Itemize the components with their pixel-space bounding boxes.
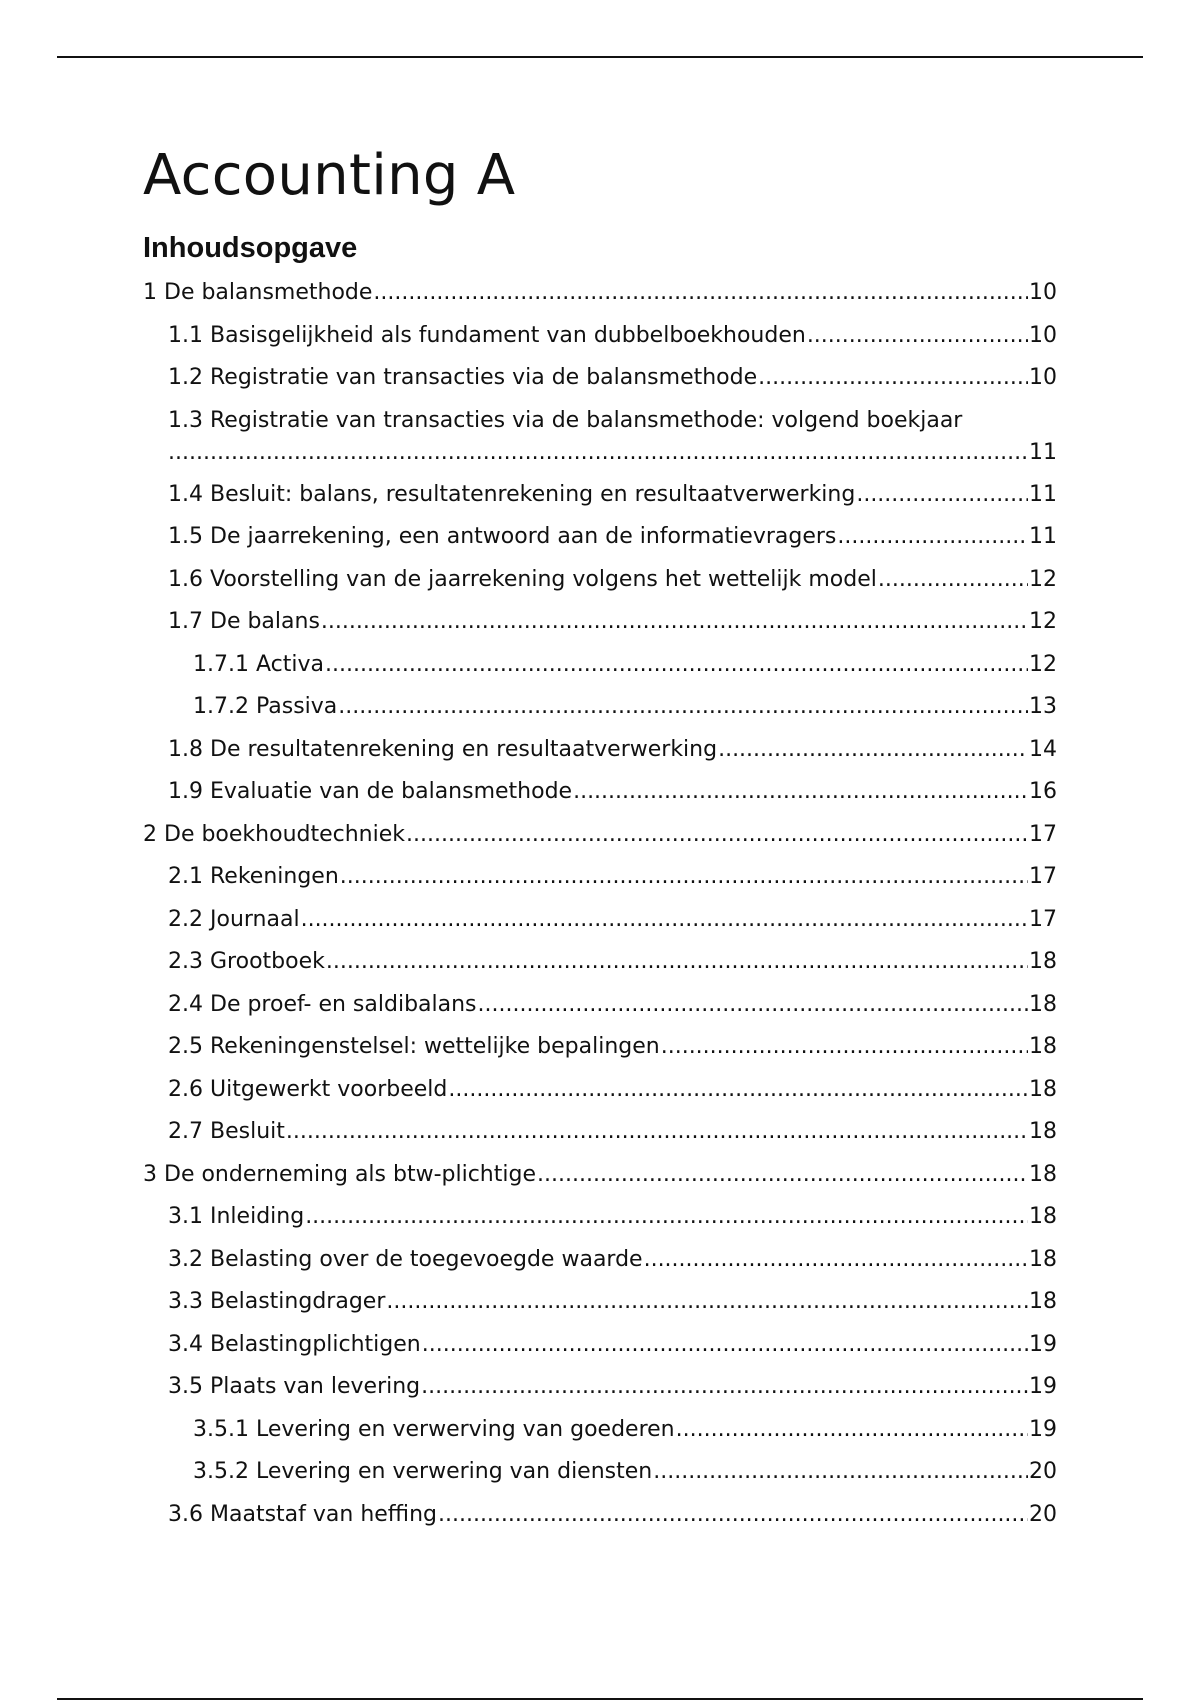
- toc-dot-leader: [321, 601, 1028, 644]
- toc-dot-leader: [326, 941, 1028, 984]
- toc-entry-text: Voorstelling van de jaarrekening volgens het wettelijk model: [210, 566, 877, 592]
- toc-entry[interactable]: [143, 729, 1057, 772]
- toc-entry-title: [168, 474, 855, 517]
- toc-entry-number: 1.2: [168, 365, 203, 390]
- toc-entry-text: Levering en verwerving van goederen: [255, 1416, 675, 1442]
- toc-entry-line: [168, 559, 1057, 602]
- toc-entry-number: 1.7: [168, 609, 203, 634]
- toc-page-number: 18: [1029, 1204, 1057, 1229]
- toc-entry-text: Belastingdrager: [210, 1289, 386, 1314]
- toc-entry-number: 1: [143, 280, 157, 305]
- toc-page-number: 19: [1029, 1331, 1057, 1357]
- toc-entry-text: Registratie van transacties via de balansmethode: [210, 365, 758, 390]
- toc-entry-title: [168, 559, 877, 602]
- toc-entry-number: 3.6: [168, 1501, 203, 1527]
- toc-entry-line: [168, 1366, 1057, 1409]
- toc-entry[interactable]: [143, 686, 1057, 729]
- toc-entry-number: 2.1: [168, 864, 203, 889]
- toc-entry-line: [168, 771, 1057, 814]
- toc-entry[interactable]: [143, 1494, 1057, 1537]
- toc-entry-number: 3.1: [168, 1204, 203, 1229]
- toc-entry-number: 2.3: [168, 949, 203, 974]
- toc-entry[interactable]: [143, 559, 1057, 602]
- toc-entry-text: Belastingplichtigen: [210, 1331, 421, 1357]
- toc-entry-title: [168, 1494, 437, 1537]
- toc-entry-line: [193, 1451, 1057, 1494]
- toc-dot-leader: [856, 474, 1028, 517]
- toc-page-number: 14: [1029, 736, 1057, 762]
- toc-entry-text: Passiva: [255, 694, 338, 719]
- toc-entry-text: Inleiding: [210, 1204, 305, 1229]
- toc-dot-leader: [676, 1409, 1028, 1452]
- toc-entry-text: Activa: [255, 651, 324, 677]
- toc-entry-text: De balans: [210, 609, 320, 634]
- toc-entry-text: Journaal: [210, 906, 300, 932]
- toc-entry[interactable]: [143, 400, 1057, 474]
- toc-dot-leader: [718, 729, 1028, 772]
- toc-page-number: 12: [1029, 651, 1057, 677]
- toc-entry-number: 3.3: [168, 1289, 203, 1314]
- toc-entry[interactable]: [143, 1366, 1057, 1409]
- toc-page-number: 18: [1029, 1161, 1057, 1187]
- toc-dot-leader: [338, 686, 1028, 729]
- toc-entry-text: Maatstaf van heffing: [210, 1501, 437, 1527]
- toc-dot-leader: [807, 315, 1028, 358]
- toc-entry-line: [168, 1069, 1057, 1112]
- toc-entry-number: 3.4: [168, 1331, 203, 1357]
- toc-entry-line: [168, 899, 1057, 942]
- toc-entry-title: [168, 1239, 643, 1282]
- toc-dot-leader: [421, 1366, 1028, 1409]
- toc-entry-line: [168, 984, 1057, 1027]
- toc-dot-leader: [573, 771, 1028, 814]
- toc-entry[interactable]: [143, 856, 1057, 899]
- toc-dot-leader: [422, 1324, 1028, 1367]
- toc-page-number: 18: [1029, 1119, 1057, 1144]
- toc-page-number: 12: [1029, 609, 1057, 634]
- toc-entry-line: [168, 856, 1057, 899]
- toc-entry-title: [168, 771, 572, 814]
- toc-page-number: 20: [1029, 1501, 1057, 1527]
- toc-dot-leader: [301, 899, 1028, 942]
- toc-entry-number: 2.5: [168, 1034, 203, 1059]
- toc-entry-title: [143, 814, 405, 857]
- toc-entry-number: 3.5.1: [193, 1416, 249, 1442]
- toc-entry[interactable]: [143, 1111, 1057, 1154]
- toc-page-number: 16: [1029, 779, 1057, 804]
- toc-entry[interactable]: [143, 1026, 1057, 1069]
- toc-entry-title: [168, 1366, 420, 1409]
- toc-entry-text: Basisgelijkheid als fundament van dubbelboekhouden: [210, 322, 806, 348]
- toc-entry-number: 1.8: [168, 736, 203, 762]
- toc-entry-number: 2.2: [168, 906, 203, 932]
- toc-entry-line: [168, 1111, 1057, 1154]
- toc-dot-leader: [448, 1069, 1028, 1112]
- toc-entry[interactable]: [143, 1409, 1057, 1452]
- toc-entry-title: [168, 984, 477, 1027]
- page-content: [143, 140, 1057, 1536]
- toc-entry-text: De resultatenrekening en resultaatverwerking: [210, 736, 718, 762]
- toc-dot-leader: [340, 856, 1028, 899]
- toc-entry-number: 1.6: [168, 566, 203, 592]
- toc-entry-line: [168, 516, 1057, 559]
- toc-entry-line: [168, 1026, 1057, 1069]
- toc-entry-line: [193, 644, 1057, 687]
- toc-page-number: 18: [1029, 991, 1057, 1017]
- toc-dot-leader: [286, 1111, 1028, 1154]
- toc-page-number: 10: [1029, 322, 1057, 348]
- toc-entry[interactable]: [143, 1069, 1057, 1112]
- toc-entry-title: [168, 1281, 385, 1324]
- toc-entry-line: [168, 941, 1057, 984]
- toc-entry-text: Besluit: [210, 1119, 285, 1144]
- toc-entry-number: 3.5.2: [193, 1459, 249, 1484]
- toc-entry-title: [168, 899, 300, 942]
- toc-entry-line: [143, 1154, 1057, 1197]
- header-rule: [57, 56, 1143, 58]
- toc-entry-line: [168, 315, 1057, 358]
- toc-entry-title: [168, 1324, 421, 1367]
- table-of-contents: [143, 272, 1057, 1536]
- toc-entry[interactable]: [143, 1154, 1057, 1197]
- toc-dot-leader: [406, 814, 1028, 857]
- toc-page-number: 17: [1029, 906, 1057, 932]
- toc-page-number: 11: [1029, 439, 1057, 465]
- toc-entry[interactable]: [143, 1451, 1057, 1494]
- toc-entry[interactable]: [143, 1196, 1057, 1239]
- toc-entry[interactable]: [143, 315, 1057, 358]
- toc-entry-title: [168, 315, 806, 358]
- toc-page-number: 19: [1029, 1374, 1057, 1399]
- toc-page-number: 11: [1029, 524, 1057, 549]
- toc-entry-text: Besluit: balans, resultatenrekening en resultaatverwerking: [210, 481, 856, 507]
- toc-entry-number: 1.5: [168, 524, 203, 549]
- toc-entry[interactable]: [143, 814, 1057, 857]
- toc-entry-leader-line: [168, 437, 1057, 469]
- toc-entry-number: 3.2: [168, 1246, 203, 1272]
- toc-entry-text: Levering en verwering van diensten: [255, 1459, 653, 1484]
- toc-entry-title: [168, 1069, 447, 1112]
- toc-entry-text: Rekeningenstelsel: wettelijke bepalingen: [210, 1034, 660, 1059]
- toc-dot-leader: [837, 516, 1028, 559]
- toc-entry-number: 1.4: [168, 481, 203, 507]
- toc-entry[interactable]: [143, 771, 1057, 814]
- toc-entry[interactable]: [143, 1324, 1057, 1367]
- toc-entry-title: [168, 408, 962, 433]
- toc-dot-leader: [325, 644, 1028, 687]
- toc-page-number: 20: [1029, 1459, 1057, 1484]
- toc-entry-line: [168, 729, 1057, 772]
- toc-entry-line: [168, 405, 1057, 469]
- toc-entry[interactable]: [143, 516, 1057, 559]
- toc-dot-leader: [438, 1494, 1028, 1537]
- toc-page-number: 18: [1029, 949, 1057, 974]
- toc-entry-line: [143, 814, 1057, 857]
- toc-dot-leader: [758, 357, 1028, 400]
- toc-entry-number: 1.7.1: [193, 651, 249, 677]
- toc-page-number: 17: [1029, 864, 1057, 889]
- toc-entry[interactable]: [143, 1281, 1057, 1324]
- toc-entry-title: [193, 1409, 675, 1452]
- toc-entry[interactable]: [143, 899, 1057, 942]
- toc-entry-line: [168, 357, 1057, 400]
- toc-entry-number: 1.9: [168, 779, 203, 804]
- toc-entry-number: 3.5: [168, 1374, 203, 1399]
- toc-entry-title: [168, 941, 325, 984]
- toc-entry-number: 2: [143, 821, 157, 847]
- toc-entry-line: [168, 474, 1057, 517]
- toc-entry-line: [193, 1409, 1057, 1452]
- toc-dot-leader: [537, 1154, 1028, 1197]
- toc-page-number: 12: [1029, 566, 1057, 592]
- toc-entry-text: De jaarrekening, een antwoord aan de informatievragers: [210, 524, 837, 549]
- toc-entry-text: De onderneming als btw-plichtige: [164, 1161, 536, 1187]
- toc-entry-line: [168, 1494, 1057, 1537]
- toc-page-number: 10: [1029, 365, 1057, 390]
- toc-page-number: 18: [1029, 1246, 1057, 1272]
- toc-entry-title: [193, 644, 324, 687]
- toc-page-number: 19: [1029, 1416, 1057, 1442]
- toc-entry-title: [143, 1154, 536, 1197]
- toc-entry-number: 2.4: [168, 991, 203, 1017]
- toc-entry-text: Belasting over de toegevoegde waarde: [210, 1246, 643, 1272]
- toc-entry-title: [168, 601, 320, 644]
- toc-entry[interactable]: [143, 941, 1057, 984]
- toc-entry[interactable]: [143, 601, 1057, 644]
- toc-entry-line: [143, 272, 1057, 315]
- toc-entry[interactable]: [143, 272, 1057, 315]
- toc-entry[interactable]: [143, 1239, 1057, 1282]
- toc-entry-title: [143, 272, 372, 315]
- toc-page-number: 11: [1029, 481, 1057, 507]
- toc-entry[interactable]: [143, 357, 1057, 400]
- toc-entry-title: [168, 1196, 304, 1239]
- toc-entry-text: De proef- en saldibalans: [210, 991, 477, 1017]
- toc-dot-leader: [168, 437, 1028, 469]
- toc-entry-title: [168, 1111, 285, 1154]
- toc-entry-text: Registratie van transacties via de balansmethode: volgend boekjaar: [210, 407, 963, 433]
- toc-page-number: 10: [1029, 280, 1057, 305]
- toc-entry-title: [193, 1451, 652, 1494]
- toc-dot-leader: [373, 272, 1028, 315]
- toc-entry-line: [168, 1239, 1057, 1282]
- toc-dot-leader: [478, 984, 1028, 1027]
- toc-entry-text: De balansmethode: [164, 280, 373, 305]
- toc-entry-title: [168, 856, 339, 899]
- toc-dot-leader: [878, 559, 1028, 602]
- toc-entry-number: 3: [143, 1161, 157, 1187]
- toc-entry-text: Uitgewerkt voorbeeld: [210, 1076, 448, 1102]
- toc-entry-line: [168, 1281, 1057, 1324]
- toc-entry-number: 2.6: [168, 1076, 203, 1102]
- toc-entry-number: 1.7.2: [193, 694, 249, 719]
- toc-heading: Inhoudsopgave: [143, 232, 358, 264]
- document-title: Accounting A: [143, 143, 516, 208]
- toc-dot-leader: [661, 1026, 1028, 1069]
- toc-entry[interactable]: [143, 644, 1057, 687]
- toc-page-number: 17: [1029, 821, 1057, 847]
- toc-entry-text: Evaluatie van de balansmethode: [210, 779, 573, 804]
- toc-entry-text: Grootboek: [210, 949, 325, 974]
- toc-entry-number: 1.1: [168, 322, 203, 348]
- toc-page-number: 18: [1029, 1034, 1057, 1059]
- toc-entry-title: [168, 1026, 660, 1069]
- toc-entry-title: [168, 516, 836, 559]
- toc-dot-leader: [386, 1281, 1028, 1324]
- toc-entry-text: De boekhoudtechniek: [164, 821, 406, 847]
- toc-dot-leader: [653, 1451, 1028, 1494]
- toc-dot-leader: [644, 1239, 1028, 1282]
- toc-entry[interactable]: [143, 984, 1057, 1027]
- toc-entry[interactable]: [143, 474, 1057, 517]
- toc-dot-leader: [305, 1196, 1028, 1239]
- toc-entry-title: [193, 686, 337, 729]
- toc-entry-text: Plaats van levering: [210, 1374, 421, 1399]
- toc-entry-line: [168, 601, 1057, 644]
- toc-page-number: 18: [1029, 1076, 1057, 1102]
- toc-entry-number: 2.7: [168, 1119, 203, 1144]
- toc-entry-text: Rekeningen: [210, 864, 339, 889]
- toc-entry-title: [168, 729, 717, 772]
- toc-entry-number: 1.3: [168, 407, 203, 433]
- toc-entry-line: [168, 1324, 1057, 1367]
- toc-entry-line: [193, 686, 1057, 729]
- toc-entry-title: [168, 357, 757, 400]
- toc-page-number: 18: [1029, 1289, 1057, 1314]
- toc-page-number: 13: [1029, 694, 1057, 719]
- toc-entry-line: [168, 1196, 1057, 1239]
